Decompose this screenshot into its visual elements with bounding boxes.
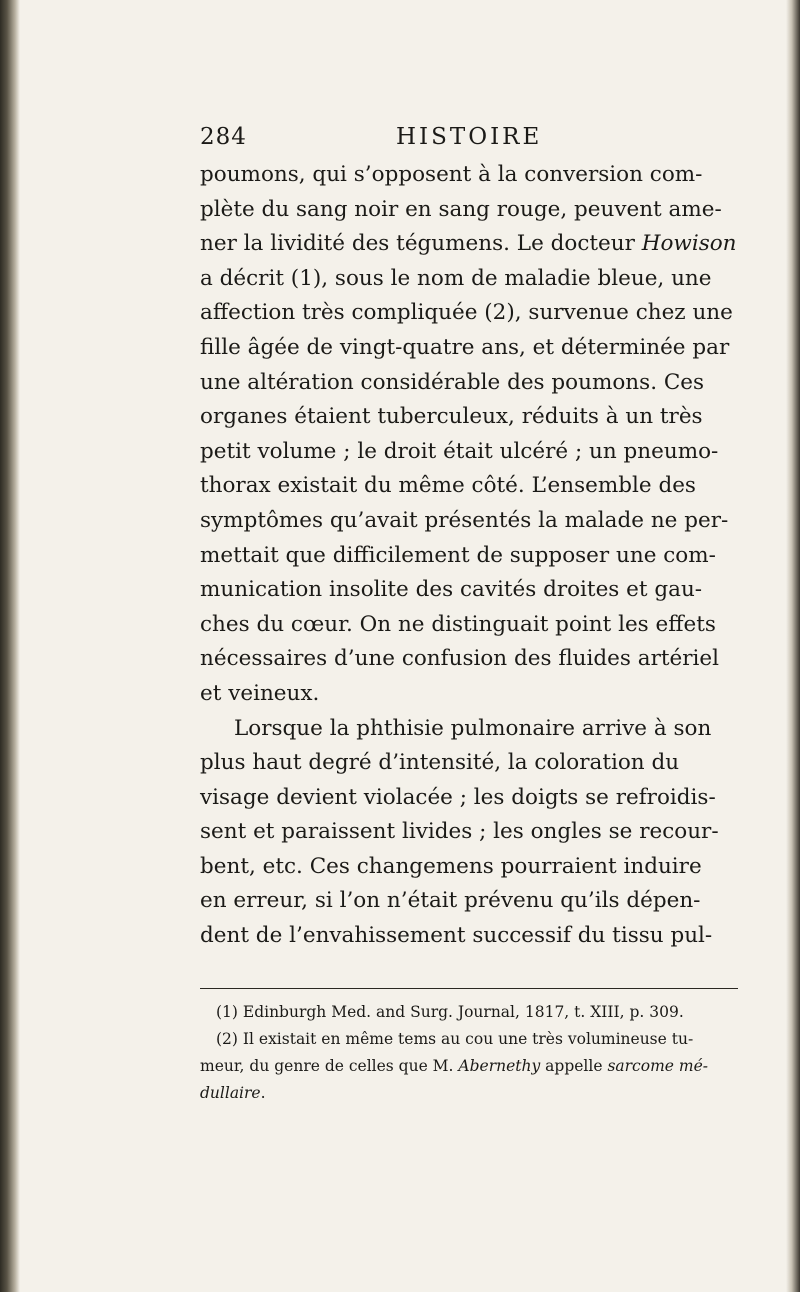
footnote-rule: [200, 988, 738, 989]
text-line: mettait que difficilement de supposer une com-: [200, 542, 716, 568]
author-name-howison: Howison: [641, 231, 737, 257]
text-line: visage devient violacée ; les doigts se refroidis-: [200, 784, 716, 810]
text-line: thorax existait du même côté. L’ensemble des: [200, 473, 696, 499]
footnote-1: (1) Edinburgh Med. and Surg. Journal, 1817, t. XIII, p. 309.: [216, 1002, 684, 1021]
text-line: dent de l’envahissement successif du tissu pul-: [200, 923, 713, 949]
running-head: HISTOIRE: [396, 124, 543, 150]
footnote-2-mid: appelle: [540, 1056, 608, 1075]
footnote-2-line-1: (2) Il existait en même tems au cou une très volumineuse tu-: [216, 1029, 694, 1048]
text-line: une altération considérable des poumons. Ces: [200, 369, 705, 395]
text-line: et veineux.: [200, 680, 320, 706]
text-line: symptômes qu’avait présentés la malade ne per-: [200, 507, 729, 533]
footnote-2-text: meur, du genre de celles que M.: [200, 1056, 459, 1075]
text-line: munication insolite des cavités droites et gau-: [200, 577, 703, 603]
text-line: ches du cœur. On ne distinguait point les effets: [200, 611, 716, 637]
text-line: sent et paraissent livides ; les ongles se recour-: [200, 819, 719, 845]
body-text: [200, 158, 738, 954]
text-line: plus haut degré d’intensité, la coloration du: [200, 750, 680, 776]
paragraph-start-line: Lorsque la phthisie pulmonaire arrive à son: [234, 715, 712, 741]
text-line-start: ner la lividité des tégumens. Le docteur: [200, 231, 642, 257]
text-line: a décrit (1), sous le nom de maladie bleue, une: [200, 265, 712, 291]
text-line: petit volume ; le droit était ulcéré ; un pneumo-: [200, 438, 719, 464]
text-line: fille âgée de vingt-quatre ans, et déterminée par: [200, 334, 730, 360]
footnote-2-line-3: [200, 1080, 738, 1107]
author-name-abernethy: Abernethy: [458, 1056, 541, 1075]
page-header: [200, 124, 738, 152]
footnote-2-line-2: [200, 1053, 738, 1080]
text-line: [200, 227, 738, 262]
text-line: poumons, qui s’opposent à la conversion com-: [200, 162, 703, 187]
left-page-edge: [0, 0, 20, 1292]
text-line: plète du sang noir en sang rouge, peuvent ame-: [200, 196, 722, 222]
footnotes: [200, 999, 738, 1107]
footnote-2-end: .: [260, 1083, 266, 1102]
term-sarcome: sarcome mé-: [607, 1056, 708, 1075]
page-number: 284: [200, 124, 247, 150]
text-line: affection très compliquée (2), survenue chez une: [200, 300, 733, 326]
book-page: [200, 124, 738, 1107]
text-line: en erreur, si l’on n’était prévenu qu’ils dépen-: [200, 888, 701, 914]
text-line: nécessaires d’une confusion des fluides artériel: [200, 646, 719, 672]
term-medullaire: dullaire: [200, 1083, 261, 1102]
right-page-edge: [786, 0, 800, 1292]
text-line: bent, etc. Ces changemens pourraient induire: [200, 853, 702, 879]
text-line: organes étaient tuberculeux, réduits à un très: [200, 404, 703, 430]
